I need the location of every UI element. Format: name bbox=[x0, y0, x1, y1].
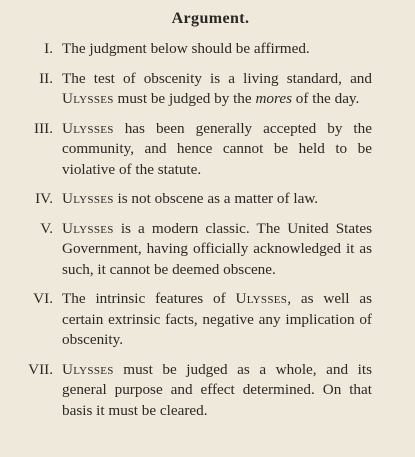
argument-item-1 bbox=[0, 39, 415, 60]
argument-item-4 bbox=[0, 189, 415, 210]
page-heading: Argument. bbox=[171, 10, 250, 27]
argument-text-part: The intrinsic features of bbox=[62, 290, 236, 307]
book-title: Ulysses bbox=[62, 360, 114, 378]
book-title: Ulysses bbox=[62, 119, 114, 137]
argument-list bbox=[0, 39, 415, 421]
argument-text bbox=[62, 219, 372, 281]
book-title: Ulysses bbox=[62, 190, 114, 207]
argument-numeral: VI. bbox=[33, 290, 53, 307]
argument-item-2 bbox=[0, 69, 415, 110]
argument-numeral: IV. bbox=[35, 190, 53, 207]
argument-text-part: of the day. bbox=[292, 90, 360, 107]
argument-text-part: The judgment below should be affirmed. bbox=[62, 40, 310, 57]
argument-numeral: I. bbox=[44, 40, 53, 57]
italic-term: mores bbox=[255, 90, 292, 107]
argument-item-7 bbox=[0, 360, 415, 422]
argument-text-part: must be judged by the bbox=[113, 90, 256, 107]
argument-text bbox=[62, 289, 372, 351]
argument-item-6 bbox=[0, 289, 415, 351]
argument-text bbox=[62, 39, 372, 60]
argument-item-5 bbox=[0, 219, 415, 281]
book-title: Ulysses bbox=[235, 290, 288, 307]
argument-text bbox=[62, 189, 372, 210]
argument-numeral: VII. bbox=[28, 360, 53, 378]
argument-text bbox=[62, 360, 372, 422]
argument-numeral: V. bbox=[40, 219, 53, 237]
book-title: Ulysses bbox=[62, 219, 114, 237]
argument-text-part: has been generally accepted by the community, and hence cannot be held to be violative of the statute. bbox=[62, 119, 372, 178]
argument-text-part: is not obscene as a matter of law. bbox=[113, 190, 319, 207]
book-title: Ulysses bbox=[62, 90, 114, 107]
argument-text-part: must be judged as a whole, and its general purpose and effect determined. On that basis it must be cleared. bbox=[62, 360, 372, 419]
argument-text-part: The test of obscenity is a living standard, and bbox=[62, 69, 372, 87]
argument-text bbox=[62, 119, 372, 181]
argument-text-part: , as well as certain extrinsic facts, negative any implication of obscenity. bbox=[62, 290, 372, 348]
argument-text-part: is a modern classic. The United States Government, having officially acknowledged it as such, it cannot be deemed obscene. bbox=[62, 219, 372, 278]
argument-item-3 bbox=[0, 119, 415, 181]
argument-numeral: II. bbox=[39, 69, 53, 87]
argument-text bbox=[62, 69, 372, 110]
argument-numeral: III. bbox=[34, 119, 53, 137]
